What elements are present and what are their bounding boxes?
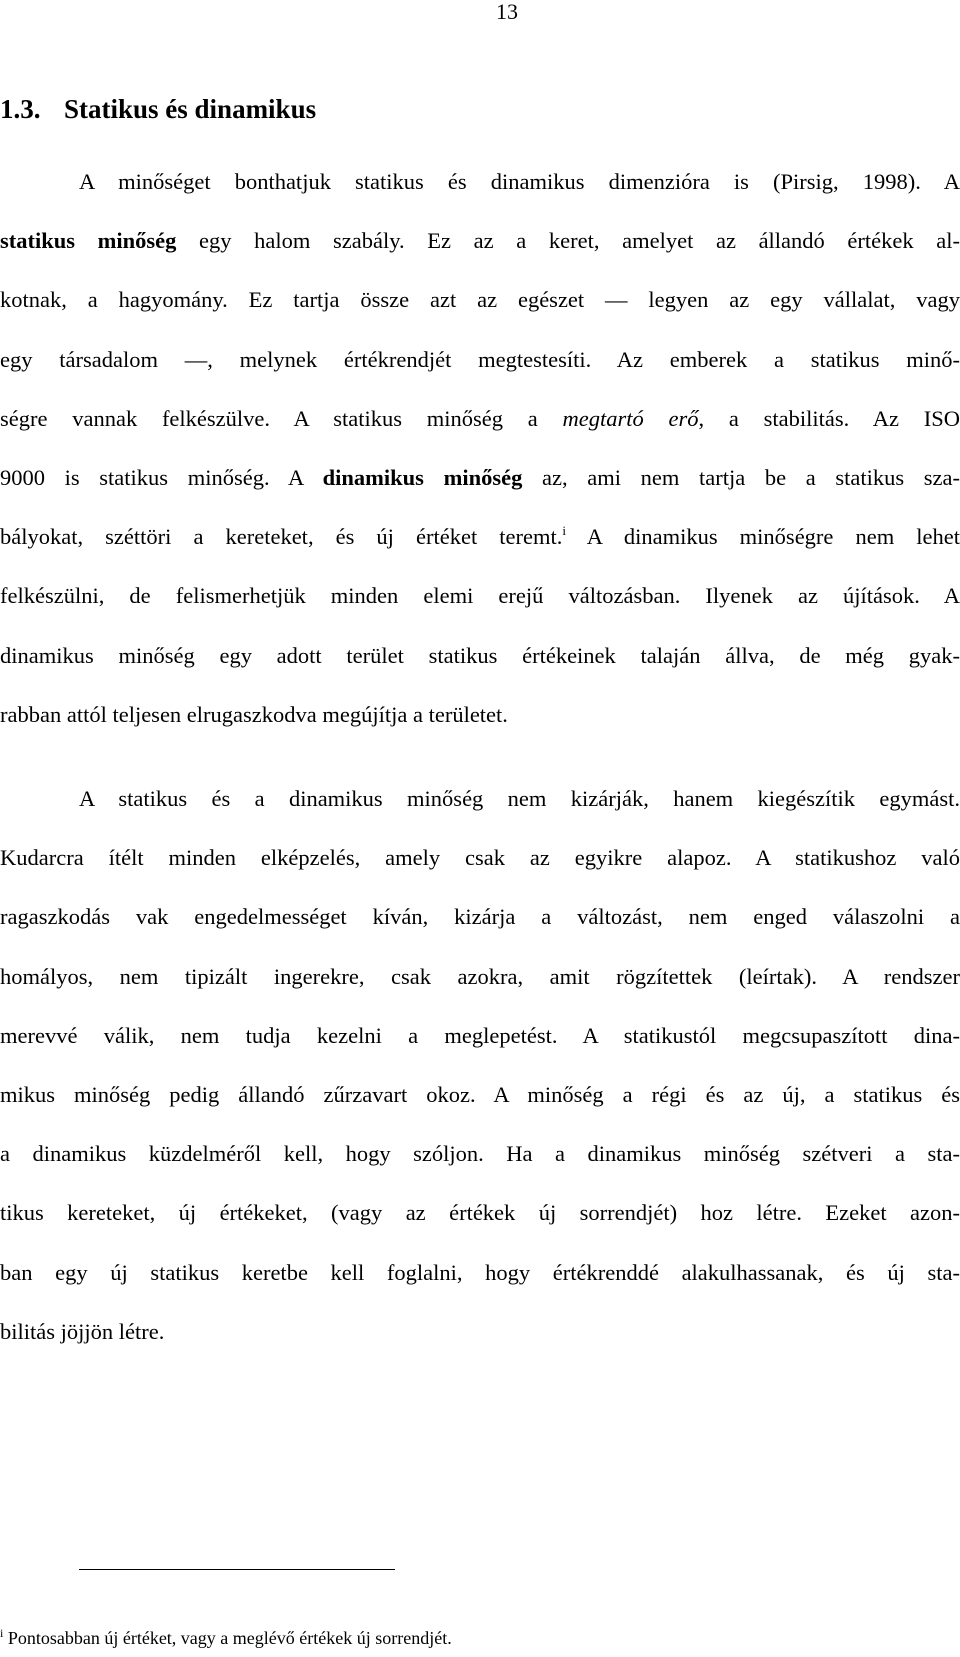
- term-dynamic-quality: dinamikus minőség: [322, 464, 523, 490]
- paragraph-1-line: statikus minőség egy halom szabály. Ez az a keret, amelyet az állandó értékek al-: [0, 228, 960, 254]
- paragraph-1-line: dinamikus minőség egy adott terület statikus értékeinek talaján állva, de még gyak-: [0, 642, 960, 668]
- paragraph-1-line: A minőséget bonthatjuk statikus és dinamikus dimenzióra is (Pirsig, 1998). A: [79, 169, 960, 194]
- page-number: 13: [496, 0, 518, 24]
- paragraph-2-line: tikus kereteket, új értékeket, (vagy az értékek új sorrendjét) hoz létre. Ezeket azon-: [0, 1200, 960, 1226]
- paragraph-2-line: merevvé válik, nem tudja kezelni a meglepetést. A statikustól megcsupaszított dina-: [0, 1022, 960, 1048]
- footnote-separator: [79, 1569, 395, 1570]
- paragraph-1-line: bályokat, széttöri a kereteket, és új értéket teremt.$^i$ A dinamikus minőségre nem lehet: [0, 523, 960, 550]
- paragraph-2-line: ragaszkodás vak engedelmességet kíván, kizárja a változást, nem enged válaszolni a: [0, 904, 960, 930]
- footnote: [0, 1627, 452, 1649]
- paragraph-1-line: kotnak, a hagyomány. Ez tartja össze azt az egészet — legyen az egy vállalat, vagy: [0, 287, 960, 313]
- paragraph-2-line: homályos, nem tipizált ingerekre, csak azokra, amit rögzítettek (leírtak). A rendszer: [0, 963, 960, 989]
- paragraph-1: [0, 152, 960, 744]
- footnote-reference[interactable]: i: [562, 523, 566, 539]
- paragraph-2-line: a dinamikus küzdelméről kell, hogy szóljon. Ha a dinamikus minőség szétveri a sta-: [0, 1141, 960, 1167]
- paragraph-1-line: rabban attól teljesen elrugaszkodva megújítja a területet.: [0, 701, 508, 727]
- section-title: Statikus és dinamikus: [64, 94, 317, 124]
- section-heading: [0, 93, 316, 125]
- paragraph-1-line: 9000 is statikus minőség. A dinamikus minőség az, ami nem tartja be a statikus sza-: [0, 464, 960, 490]
- term-static-quality: statikus minőség: [0, 228, 177, 254]
- footnote-marker: i: [0, 1626, 4, 1640]
- footnote-text: Pontosabban új értéket, vagy a meglévő értékek új sorrendjét.: [3, 1628, 452, 1648]
- section-number: 1.3.: [0, 94, 41, 124]
- term-retaining-force: megtartó erő: [562, 405, 699, 431]
- paragraph-1-line: ségre vannak felkészülve. A statikus minőség a megtartó erő, a stabilitás. Az ISO: [0, 405, 960, 431]
- paragraph-2-line: Kudarcra ítélt minden elképzelés, amely csak az egyikre alapoz. A statikushoz való: [0, 845, 960, 871]
- paragraph-2: [0, 769, 960, 1361]
- paragraph-1-line: egy társadalom —, melynek értékrendjét megtestesíti. Az emberek a statikus minő-: [0, 346, 960, 372]
- paragraph-1-line: felkészülni, de felismerhetjük minden elemi erejű változásban. Ilyenek az újítások. A: [0, 583, 960, 609]
- paragraph-2-line: A statikus és a dinamikus minőség nem kizárják, hanem kiegészítik egymást.: [79, 786, 960, 811]
- paragraph-2-line: ban egy új statikus keretbe kell foglalni, hogy értékrenddé alakulhassanak, és új sta-: [0, 1259, 960, 1285]
- paragraph-2-line: mikus minőség pedig állandó zűrzavart okoz. A minőség a régi és az új, a statikus és: [0, 1081, 960, 1107]
- paragraph-2-line: bilitás jöjjön létre.: [0, 1318, 165, 1344]
